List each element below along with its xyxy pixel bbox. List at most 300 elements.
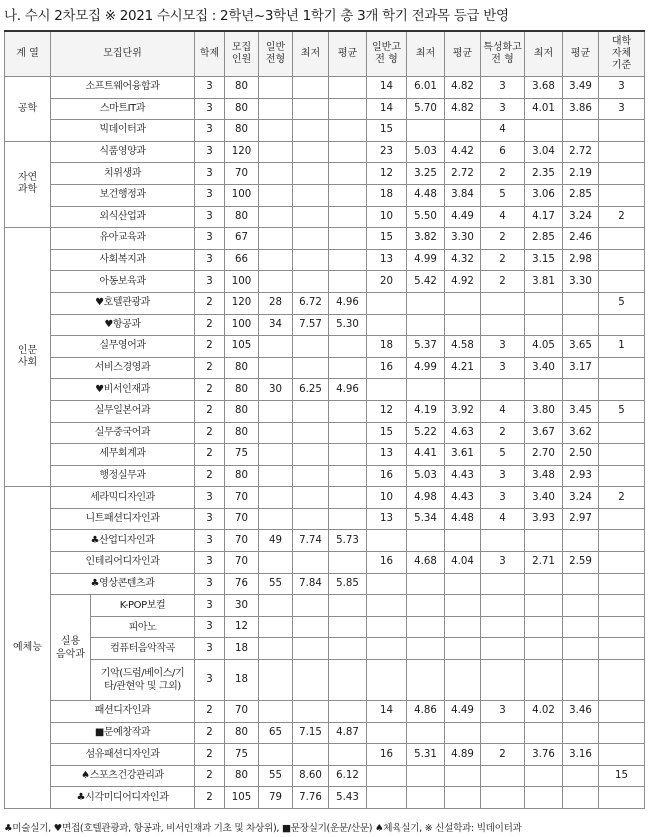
data-cell <box>445 379 481 401</box>
data-cell <box>367 722 407 744</box>
data-cell <box>525 292 563 314</box>
header-cell: 평균 <box>445 31 481 77</box>
data-cell <box>329 120 367 142</box>
data-cell: 3 <box>481 77 525 99</box>
data-cell <box>599 508 645 530</box>
data-cell <box>445 120 481 142</box>
table-row <box>5 184 645 206</box>
data-cell: 2 <box>195 722 225 744</box>
data-cell: 2 <box>481 271 525 293</box>
data-cell <box>259 660 293 701</box>
data-cell <box>259 206 293 228</box>
data-cell: 12 <box>367 163 407 185</box>
data-cell: 3 <box>195 595 225 617</box>
table-row <box>5 141 645 163</box>
admission-table <box>4 30 645 809</box>
unit-cell: 스마트IT과 <box>51 98 195 120</box>
data-cell: 5.03 <box>407 465 445 487</box>
data-cell: 7.76 <box>293 787 329 809</box>
unit-cell: 빅데이터과 <box>51 120 195 142</box>
data-cell: 75 <box>225 444 259 466</box>
table-row <box>5 206 645 228</box>
data-cell: 3 <box>195 163 225 185</box>
data-cell: 30 <box>259 379 293 401</box>
data-cell: 13 <box>367 249 407 271</box>
data-cell <box>599 595 645 617</box>
data-cell <box>293 744 329 766</box>
data-cell: 4.99 <box>407 249 445 271</box>
data-cell <box>445 616 481 638</box>
unit-cell: ■문예창작과 <box>51 722 195 744</box>
data-cell <box>407 787 445 809</box>
data-cell <box>259 444 293 466</box>
unit-cell: 아동보육과 <box>51 271 195 293</box>
data-cell <box>525 638 563 660</box>
data-cell: 2.70 <box>525 444 563 466</box>
data-cell <box>481 722 525 744</box>
data-cell <box>481 638 525 660</box>
data-cell: 3.06 <box>525 184 563 206</box>
data-cell: 3 <box>481 336 525 358</box>
data-cell <box>407 638 445 660</box>
data-cell: 3.49 <box>563 77 599 99</box>
data-cell: 3.76 <box>525 744 563 766</box>
data-cell: 12 <box>367 400 407 422</box>
data-cell: 6.12 <box>329 765 367 787</box>
subgroup-cell: 실용 음악과 <box>51 595 91 701</box>
data-cell <box>329 77 367 99</box>
data-cell: 2 <box>195 292 225 314</box>
data-cell: 23 <box>367 141 407 163</box>
unit-cell: 행정실무과 <box>51 465 195 487</box>
data-cell <box>329 357 367 379</box>
data-cell: 5.22 <box>407 422 445 444</box>
data-cell <box>407 530 445 552</box>
data-cell <box>259 638 293 660</box>
data-cell: 3.93 <box>525 508 563 530</box>
data-cell: 5.30 <box>329 314 367 336</box>
data-cell <box>599 573 645 595</box>
data-cell: 76 <box>225 573 259 595</box>
data-cell <box>525 765 563 787</box>
table-row <box>5 638 645 660</box>
data-cell: 5.42 <box>407 271 445 293</box>
data-cell: 5.73 <box>329 530 367 552</box>
data-cell <box>525 787 563 809</box>
data-cell <box>329 400 367 422</box>
table-row <box>5 573 645 595</box>
group-cell: 자연 과학 <box>5 141 51 227</box>
data-cell <box>329 271 367 293</box>
data-cell: 4.43 <box>445 487 481 509</box>
data-cell <box>599 787 645 809</box>
data-cell <box>259 422 293 444</box>
data-cell: 15 <box>367 228 407 250</box>
data-cell <box>329 595 367 617</box>
data-cell: 7.74 <box>293 530 329 552</box>
unit-cell: 세무회계과 <box>51 444 195 466</box>
data-cell: 4 <box>481 120 525 142</box>
header-cell: 특성화고 전 형 <box>481 31 525 77</box>
data-cell <box>293 184 329 206</box>
table-row <box>5 228 645 250</box>
data-cell: 70 <box>225 487 259 509</box>
data-cell: 5 <box>599 292 645 314</box>
data-cell <box>329 660 367 701</box>
data-cell: 3.40 <box>525 357 563 379</box>
data-cell: 2 <box>195 444 225 466</box>
data-cell: 70 <box>225 163 259 185</box>
data-cell: 4.96 <box>329 379 367 401</box>
data-cell: 28 <box>259 292 293 314</box>
data-cell <box>563 292 599 314</box>
header-row <box>5 31 645 77</box>
data-cell: 15 <box>599 765 645 787</box>
data-cell: 4.05 <box>525 336 563 358</box>
data-cell: 4.19 <box>407 400 445 422</box>
data-cell: 4.48 <box>445 508 481 530</box>
data-cell: 3.81 <box>525 271 563 293</box>
data-cell <box>329 508 367 530</box>
data-cell: 4 <box>481 206 525 228</box>
data-cell <box>563 722 599 744</box>
data-cell: 3.68 <box>525 77 563 99</box>
data-cell: 3.82 <box>407 228 445 250</box>
data-cell <box>293 141 329 163</box>
data-cell: 13 <box>367 508 407 530</box>
data-cell <box>367 660 407 701</box>
data-cell <box>599 120 645 142</box>
data-cell: 3.30 <box>563 271 599 293</box>
table-row <box>5 744 645 766</box>
data-cell <box>407 616 445 638</box>
data-cell: 30 <box>225 595 259 617</box>
data-cell: 3 <box>481 98 525 120</box>
data-cell <box>525 120 563 142</box>
table-row <box>5 249 645 271</box>
data-cell: 80 <box>225 77 259 99</box>
data-cell: 3.61 <box>445 444 481 466</box>
data-cell <box>259 487 293 509</box>
data-cell: 2 <box>195 765 225 787</box>
data-cell <box>445 595 481 617</box>
unit-cell: K-POP보컬 <box>91 595 195 617</box>
data-cell <box>329 249 367 271</box>
data-cell: 6.01 <box>407 77 445 99</box>
data-cell <box>293 638 329 660</box>
data-cell: 6 <box>481 141 525 163</box>
data-cell <box>563 530 599 552</box>
data-cell: 5.31 <box>407 744 445 766</box>
data-cell <box>481 595 525 617</box>
data-cell: 3.16 <box>563 744 599 766</box>
data-cell <box>259 701 293 723</box>
table-row <box>5 530 645 552</box>
table-row <box>5 422 645 444</box>
unit-cell: 외식산업과 <box>51 206 195 228</box>
header-cell: 대학 자체 기준 <box>599 31 645 77</box>
data-cell <box>259 465 293 487</box>
data-cell: 4.63 <box>445 422 481 444</box>
data-cell <box>599 163 645 185</box>
data-cell <box>445 787 481 809</box>
data-cell <box>293 465 329 487</box>
data-cell <box>329 487 367 509</box>
data-cell: 4.43 <box>445 465 481 487</box>
data-cell <box>445 638 481 660</box>
data-cell <box>259 595 293 617</box>
table-row <box>5 336 645 358</box>
data-cell <box>525 660 563 701</box>
data-cell: 3 <box>195 616 225 638</box>
data-cell: 3.86 <box>563 98 599 120</box>
data-cell: 4.21 <box>445 357 481 379</box>
data-cell <box>329 638 367 660</box>
data-cell: 4.98 <box>407 487 445 509</box>
data-cell: 8.60 <box>293 765 329 787</box>
data-cell <box>367 292 407 314</box>
data-cell: 4.49 <box>445 701 481 723</box>
data-cell <box>259 336 293 358</box>
data-cell <box>599 271 645 293</box>
data-cell <box>293 163 329 185</box>
data-cell: 2 <box>195 744 225 766</box>
data-cell <box>445 765 481 787</box>
data-cell: 3.92 <box>445 400 481 422</box>
data-cell: 80 <box>225 357 259 379</box>
table-row <box>5 444 645 466</box>
header-cell: 평균 <box>329 31 367 77</box>
data-cell <box>259 228 293 250</box>
data-cell <box>293 552 329 574</box>
data-cell: 5.34 <box>407 508 445 530</box>
data-cell: 2.71 <box>525 552 563 574</box>
unit-cell: 사회복지과 <box>51 249 195 271</box>
group-cell: 공학 <box>5 77 51 142</box>
data-cell: 120 <box>225 292 259 314</box>
data-cell <box>367 530 407 552</box>
data-cell: 3 <box>195 552 225 574</box>
data-cell: 2 <box>481 249 525 271</box>
data-cell: 3.62 <box>563 422 599 444</box>
header-cell: 학제 <box>195 31 225 77</box>
data-cell <box>563 765 599 787</box>
page-title: 나. 수시 2차모집 ※ 2021 수시모집 : 2학년~3학년 1학기 총 3개 학기 전과목 등급 반영 <box>4 8 509 24</box>
data-cell: 5 <box>481 184 525 206</box>
data-cell <box>293 357 329 379</box>
data-cell <box>407 660 445 701</box>
table-row <box>5 400 645 422</box>
data-cell: 2 <box>195 465 225 487</box>
data-cell <box>599 228 645 250</box>
data-cell: 4.42 <box>445 141 481 163</box>
data-cell <box>329 184 367 206</box>
data-cell <box>293 508 329 530</box>
data-cell: 4 <box>481 400 525 422</box>
data-cell <box>367 595 407 617</box>
data-cell: 80 <box>225 422 259 444</box>
data-cell: 3.04 <box>525 141 563 163</box>
unit-cell: ♣시각미디어디자인과 <box>51 787 195 809</box>
data-cell <box>293 249 329 271</box>
data-cell: 10 <box>367 487 407 509</box>
data-cell <box>563 314 599 336</box>
data-cell <box>599 444 645 466</box>
data-cell: 15 <box>367 422 407 444</box>
data-cell: 16 <box>367 744 407 766</box>
data-cell: 20 <box>367 271 407 293</box>
data-cell: 2.97 <box>563 508 599 530</box>
data-cell <box>259 184 293 206</box>
data-cell <box>293 444 329 466</box>
data-cell: 80 <box>225 722 259 744</box>
data-cell <box>481 379 525 401</box>
data-cell <box>407 379 445 401</box>
data-cell <box>407 120 445 142</box>
data-cell: 14 <box>367 98 407 120</box>
data-cell <box>259 249 293 271</box>
data-cell: 3.48 <box>525 465 563 487</box>
header-cell: 모집 인원 <box>225 31 259 77</box>
table-row <box>5 120 645 142</box>
data-cell: 6.72 <box>293 292 329 314</box>
data-cell: 5 <box>599 400 645 422</box>
data-cell: 3.67 <box>525 422 563 444</box>
table-row <box>5 357 645 379</box>
data-cell <box>293 422 329 444</box>
unit-cell: 소프트웨어융합과 <box>51 77 195 99</box>
table-row <box>5 379 645 401</box>
data-cell: 2.59 <box>563 552 599 574</box>
data-cell: 3.24 <box>563 206 599 228</box>
data-cell <box>599 722 645 744</box>
data-cell <box>259 616 293 638</box>
unit-cell: 니트패션디자인과 <box>51 508 195 530</box>
data-cell <box>481 765 525 787</box>
unit-cell: ♣산업디자인과 <box>51 530 195 552</box>
data-cell: 4.02 <box>525 701 563 723</box>
data-cell: 2 <box>195 787 225 809</box>
data-cell: 3.17 <box>563 357 599 379</box>
data-cell <box>445 292 481 314</box>
data-cell <box>407 595 445 617</box>
data-cell <box>259 744 293 766</box>
data-cell: 3 <box>195 271 225 293</box>
data-cell: 79 <box>259 787 293 809</box>
unit-cell: 실무영어과 <box>51 336 195 358</box>
data-cell: 34 <box>259 314 293 336</box>
data-cell <box>329 422 367 444</box>
data-cell: 3 <box>195 98 225 120</box>
data-cell: 3 <box>599 77 645 99</box>
data-cell: 67 <box>225 228 259 250</box>
data-cell <box>329 98 367 120</box>
data-cell <box>563 787 599 809</box>
data-cell: 2 <box>195 422 225 444</box>
table-row <box>5 77 645 99</box>
data-cell <box>293 228 329 250</box>
group-cell: 인문 사회 <box>5 228 51 487</box>
data-cell: 3.80 <box>525 400 563 422</box>
data-cell <box>367 573 407 595</box>
data-cell: 2 <box>195 379 225 401</box>
data-cell: 4.89 <box>445 744 481 766</box>
data-cell <box>599 530 645 552</box>
table-row <box>5 314 645 336</box>
data-cell <box>525 595 563 617</box>
data-cell <box>563 379 599 401</box>
data-cell <box>481 616 525 638</box>
data-cell: 3 <box>195 508 225 530</box>
data-cell <box>599 141 645 163</box>
data-cell: 2.46 <box>563 228 599 250</box>
data-cell: 3 <box>195 573 225 595</box>
header-cell: 최저 <box>525 31 563 77</box>
data-cell <box>445 573 481 595</box>
data-cell: 2 <box>195 336 225 358</box>
data-cell: 65 <box>259 722 293 744</box>
data-cell <box>293 336 329 358</box>
data-cell: 105 <box>225 787 259 809</box>
data-cell <box>445 660 481 701</box>
data-cell: 10 <box>367 206 407 228</box>
data-cell: 4.01 <box>525 98 563 120</box>
data-cell <box>563 660 599 701</box>
data-cell: 70 <box>225 530 259 552</box>
data-cell: 2 <box>481 744 525 766</box>
data-cell: 7.15 <box>293 722 329 744</box>
data-cell: 2.85 <box>525 228 563 250</box>
data-cell <box>599 249 645 271</box>
data-cell <box>407 573 445 595</box>
table-row <box>5 163 645 185</box>
data-cell: 4.86 <box>407 701 445 723</box>
data-cell: 80 <box>225 465 259 487</box>
data-cell: 5.85 <box>329 573 367 595</box>
data-cell <box>599 616 645 638</box>
data-cell <box>367 616 407 638</box>
data-cell <box>481 292 525 314</box>
table-body <box>5 77 645 809</box>
data-cell: 70 <box>225 508 259 530</box>
data-cell: 4.32 <box>445 249 481 271</box>
data-cell <box>599 422 645 444</box>
data-cell <box>259 77 293 99</box>
data-cell: 2.72 <box>563 141 599 163</box>
data-cell <box>329 228 367 250</box>
data-cell <box>481 314 525 336</box>
data-cell: 80 <box>225 400 259 422</box>
data-cell: 2.72 <box>445 163 481 185</box>
data-cell <box>367 787 407 809</box>
data-cell <box>329 141 367 163</box>
data-cell: 2 <box>195 314 225 336</box>
data-cell: 4.96 <box>329 292 367 314</box>
data-cell <box>563 616 599 638</box>
table-row <box>5 552 645 574</box>
data-cell <box>259 163 293 185</box>
data-cell: 70 <box>225 701 259 723</box>
unit-cell: ♥비서인재과 <box>51 379 195 401</box>
data-cell: 66 <box>225 249 259 271</box>
data-cell: 6.25 <box>293 379 329 401</box>
data-cell: 3 <box>599 98 645 120</box>
data-cell: 5.50 <box>407 206 445 228</box>
header-cell: 최저 <box>407 31 445 77</box>
data-cell <box>329 744 367 766</box>
data-cell <box>525 530 563 552</box>
data-cell <box>563 573 599 595</box>
